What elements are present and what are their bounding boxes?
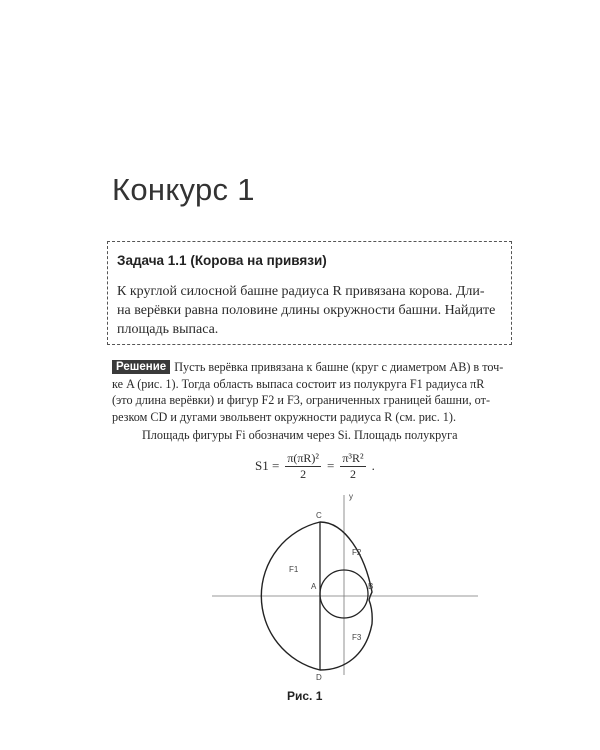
solution-line: резком CD и дугами эвольвент окружности радиуса R (см. рис. 1). <box>112 409 457 424</box>
label-f3: F3 <box>352 633 362 642</box>
problem-heading: Задача 1.1 (Корова на привязи) <box>117 253 327 268</box>
solution-paragraph-2: Площадь фигуры Fi обозначим через Si. Площадь полукруга <box>142 428 458 442</box>
label-y: y <box>349 492 353 501</box>
fraction-denominator: 2 <box>350 466 356 481</box>
solution-badge: Решение <box>112 360 170 374</box>
formula-lhs: S1 = <box>255 458 280 473</box>
problem-line: площадь выпаса. <box>117 322 219 337</box>
solution-line: (это длина верёвки) и фигур F2 и F3, ограниченных границей башни, от- <box>112 393 491 407</box>
label-f1: F1 <box>289 565 299 574</box>
label-f2: F2 <box>352 548 362 557</box>
formula-end: . <box>371 458 375 473</box>
fraction-denominator: 2 <box>300 466 307 481</box>
solution-line: ке A (рис. 1). Тогда область выпаса состоит из полукруга F1 радиуса πR <box>112 376 485 391</box>
fraction-numerator: π³R² <box>342 450 364 465</box>
label-b: B <box>368 582 374 591</box>
chapter-title: Конкурс 1 <box>112 172 255 207</box>
label-a: A <box>311 582 317 591</box>
formula-equals: = <box>327 458 335 473</box>
label-d: D <box>316 673 322 682</box>
label-c: C <box>316 511 322 520</box>
problem-line: К круглой силосной башне радиуса R привязана корова. Дли- <box>117 284 485 299</box>
solution-line-text: Пусть верёвка привязана к башне (круг с диаметром AB) в точ- <box>174 360 504 374</box>
fraction-numerator: π(πR)² <box>287 450 320 465</box>
figure-caption: Рис. 1 <box>287 689 323 703</box>
problem-line: на верёвки равна половине длины окружности башни. Найдите <box>117 303 496 318</box>
